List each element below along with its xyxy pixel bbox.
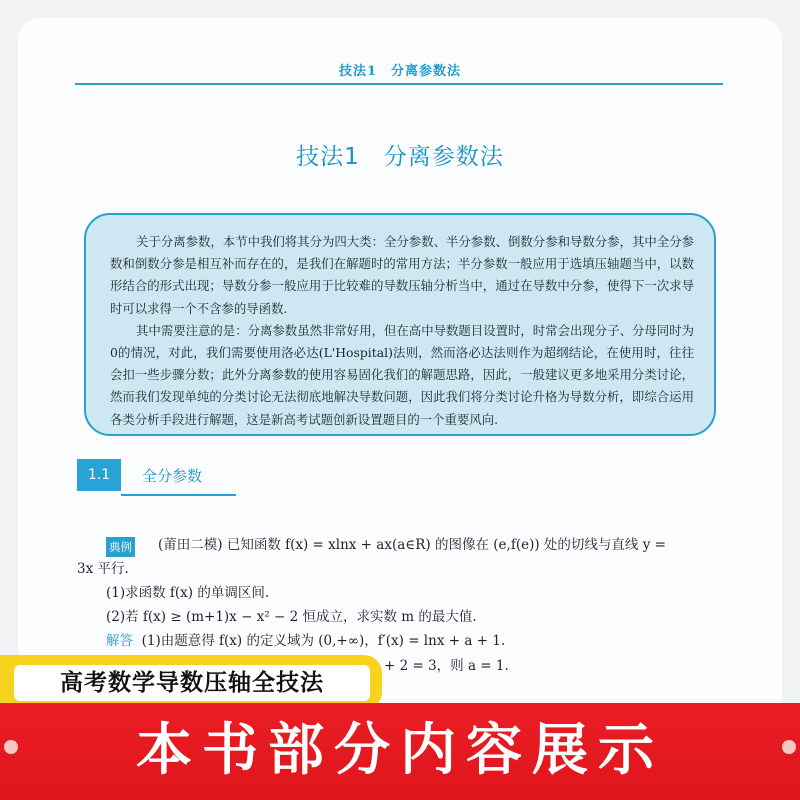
promo-subtitle: 本书部分内容展示 bbox=[136, 718, 664, 783]
section-number: 1.1 bbox=[77, 459, 121, 491]
header-rule bbox=[75, 83, 723, 85]
promo-title-banner bbox=[0, 655, 382, 710]
intro-paragraph-2: 其中需要注意的是：分离参数虽然非常好用，但在高中导数题目设置时，时常会出现分子、分母同时为0的情况，对此，我们需要使用洛必达(L'Hospital)法则，然而洛必达法则作为超纲结论，在使用时，往往会扣一些步骤分数；此外分离参数的使用容易固化我们的解题思路，因此，一般建议更多地采用分类讨论，然而我们发现单纯的分类讨论无法彻底地解决导数问题，因此我们将分类讨论升格为导数分析，即综合运用各类分析手段进行解题，这是新高考试题创新设置题目的一个重要风向. bbox=[110, 322, 694, 427]
example-line-1: (莆田二模) 已知函数 f(x) = xlnx + ax(a∈R) 的图像在 (e,f(e)) 处的切线与直线 y = bbox=[158, 537, 666, 553]
answer-tag: 解答 bbox=[106, 633, 133, 649]
question-1: (1)求函数 f(x) 的单调区间. bbox=[106, 585, 270, 601]
intro-paragraph-1: 关于分离参数，本节中我们将其分为四大类：全分参数、半分参数、倒数分参和导数分参，其中全分参数和倒数分参是相互补而存在的，是我们在解题时的常用方法；半分参数一般应用于选填压轴题当中，以数形结合的形式出现；导数分参一般应用于比较难的导数压轴分析当中，通过在导数中分参，使得下一次求导时可以求得一个不含参的导函数. bbox=[110, 234, 694, 316]
answer-line-2: + 2 = 3，则 a = 1. bbox=[384, 658, 509, 674]
question-2: (2)若 f(x) ≥ (m+1)x − x² − 2 恒成立，求实数 m 的最大值. bbox=[106, 609, 477, 625]
decor-dot-left bbox=[4, 740, 18, 754]
example-line-2: 3x 平行. bbox=[77, 561, 129, 577]
answer-line-1 bbox=[106, 631, 505, 651]
promo-subtitle-banner bbox=[0, 703, 800, 800]
answer-text-1: (1)由题意得 f(x) 的定义域为 (0,+∞)，f′(x) = lnx + a + 1. bbox=[141, 633, 506, 649]
decor-dot-right bbox=[782, 740, 796, 754]
promo-title: 高考数学导数压轴全技法 bbox=[14, 665, 370, 701]
chapter-title: 技法1 分离参数法 bbox=[296, 144, 504, 170]
example-tag: 典例 bbox=[106, 537, 135, 557]
intro-box bbox=[84, 213, 716, 436]
section-title: 全分参数 bbox=[142, 467, 203, 485]
section-rule bbox=[121, 494, 236, 496]
running-head: 技法1 分离参数法 bbox=[338, 64, 462, 79]
